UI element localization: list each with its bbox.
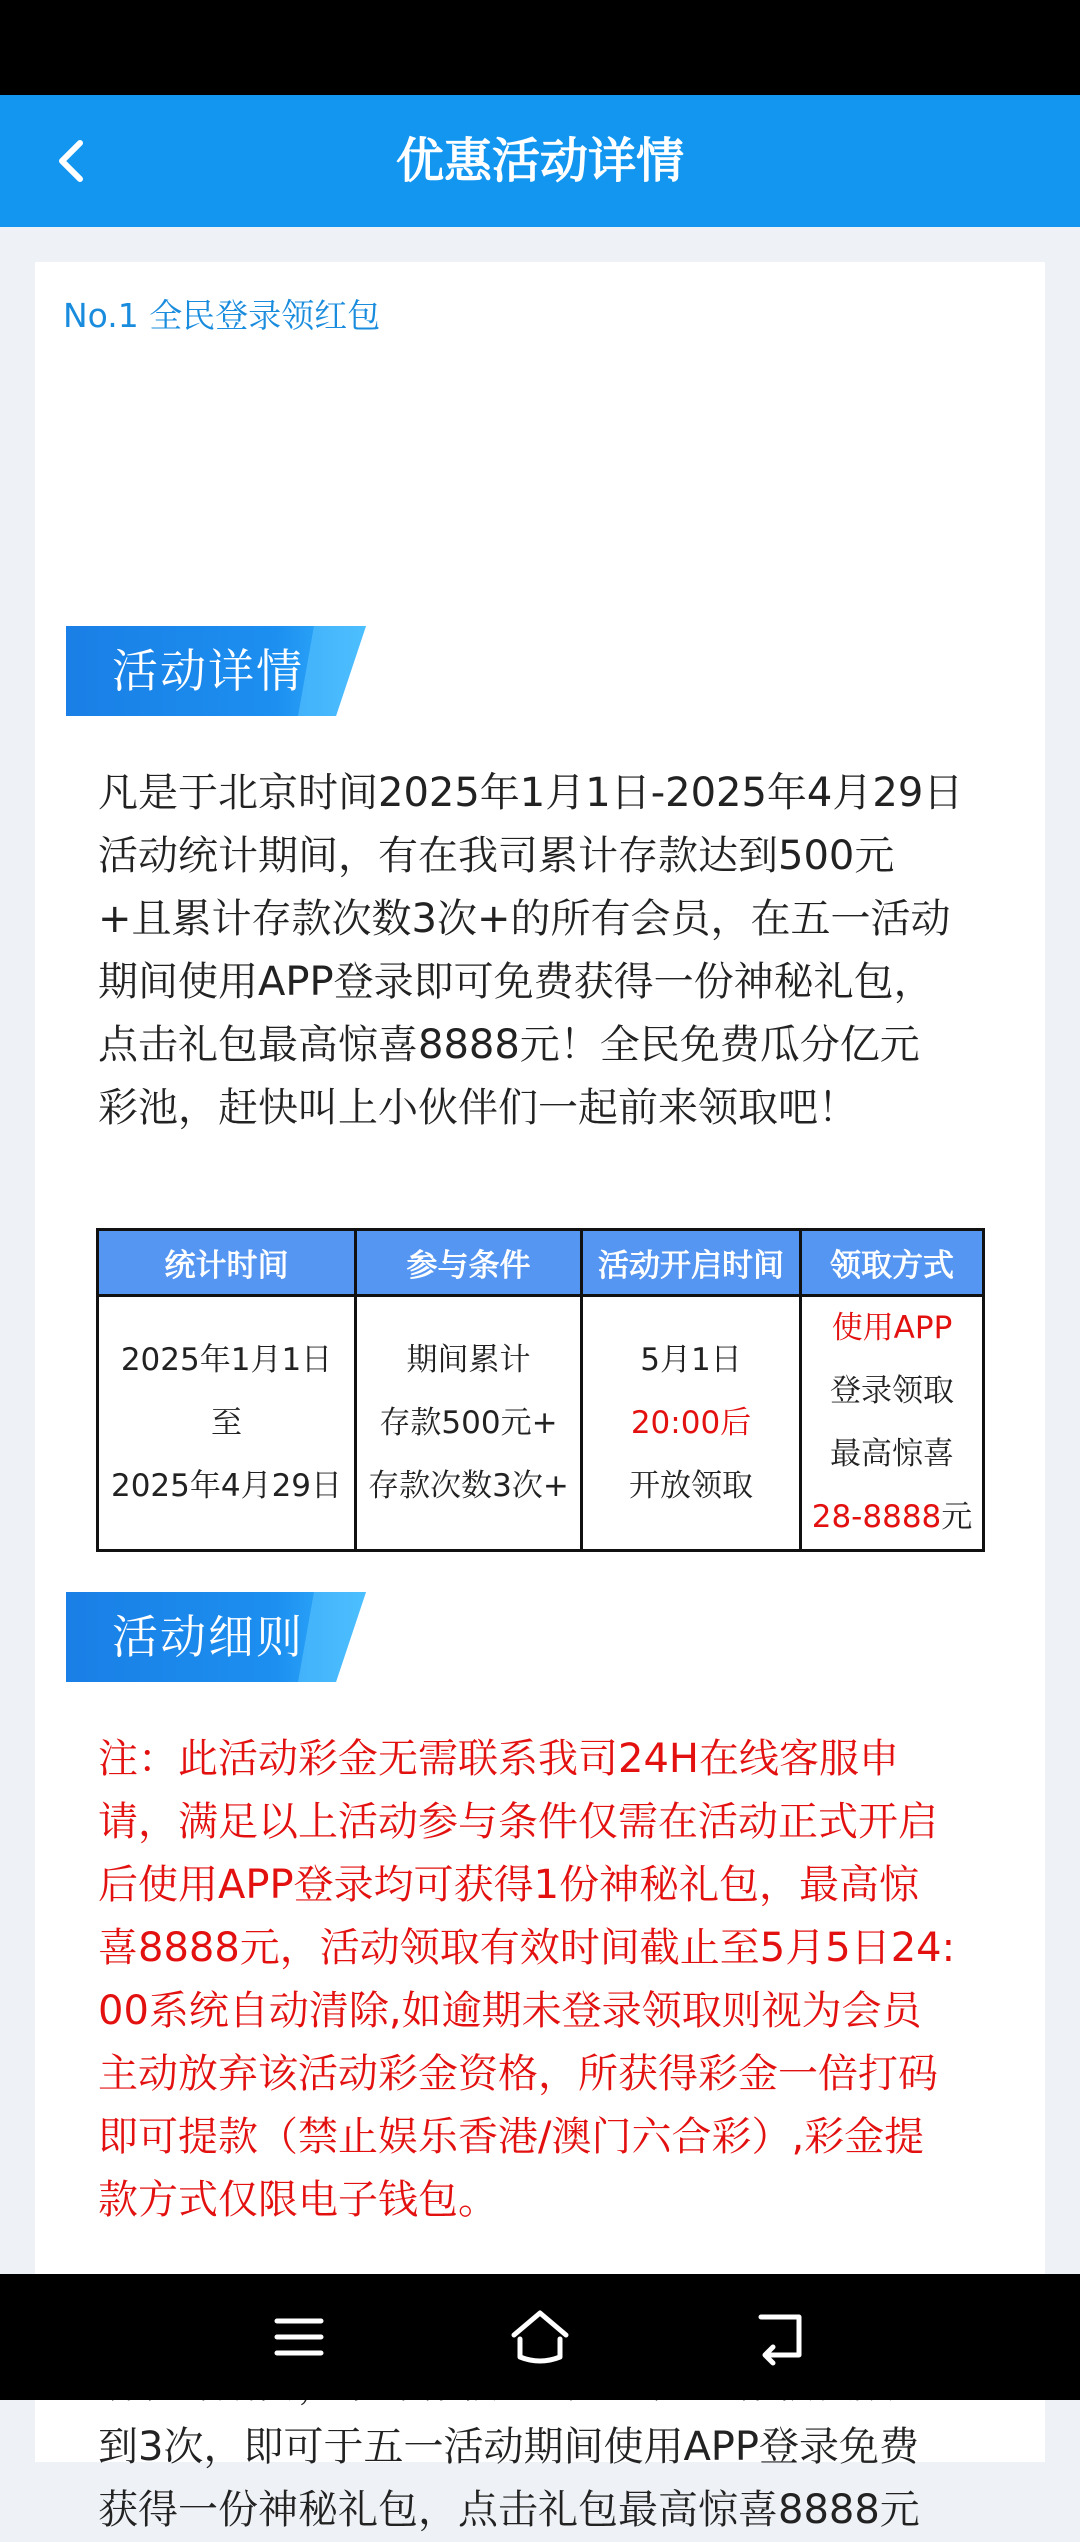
home-icon (500, 2297, 580, 2377)
details-line: 凡是于北京时间2025年1月1日-2025年4月29日 (98, 770, 964, 816)
example-line: 到3次，即可于五一活动期间使用APP登录免费 (98, 2424, 920, 2470)
rules-line: 00系统自动清除,如逾期未登录领取则视为会员 (98, 1988, 922, 2034)
content-scroll-area[interactable] (0, 227, 1080, 2533)
table-row (98, 1296, 984, 1551)
header-start-time: 活动开启时间 (582, 1230, 801, 1296)
period-to: 至 (211, 1404, 242, 1441)
page-title: 优惠活动详情 (395, 133, 684, 189)
condition-line: 存款500元+ (379, 1404, 558, 1441)
details-line: +且累计存款次数3次+的所有会员，在五一活动 (98, 896, 951, 942)
details-line: 期间使用APP登录即可免费获得一份神秘礼包， (98, 959, 934, 1005)
rules-line: 后使用APP登录均可获得1份神秘礼包，最高惊 (98, 1862, 920, 1908)
rules-line: 即可提款（禁止娱乐香港/澳门六合彩）,彩金提 (98, 2114, 925, 2160)
details-line: 点击礼包最高惊喜8888元！全民免费瓜分亿元 (98, 1022, 920, 1068)
header-conditions: 参与条件 (356, 1230, 582, 1296)
promo-name: No.1 全民登录领红包 (63, 296, 381, 335)
system-nav-bar (0, 2274, 1080, 2400)
claim-line-1: 使用APP (831, 1310, 953, 1346)
start-hour: 20:00后 (630, 1404, 752, 1441)
section-tag-details (66, 626, 366, 716)
promo-info-table (96, 1228, 985, 1552)
rules-line: 款方式仅限电子钱包。 (98, 2177, 498, 2223)
cell-start-time (582, 1296, 801, 1551)
header-claim-method: 领取方式 (801, 1230, 984, 1296)
condition-line: 期间累计 (406, 1341, 531, 1378)
details-paragraph (98, 762, 998, 1140)
menu-icon (259, 2297, 339, 2377)
period-end: 2025年4月29日 (110, 1467, 343, 1504)
claim-line-3: 最高惊喜 (830, 1436, 954, 1472)
start-date: 5月1日 (640, 1341, 742, 1378)
nav-home-button[interactable] (500, 2297, 580, 2377)
section-tag-label: 活动详情 (112, 644, 304, 698)
header-period: 统计时间 (98, 1230, 356, 1296)
details-line: 彩池，赶快叫上小伙伴们一起前来领取吧！ (98, 1085, 858, 1131)
claim-amount-line (802, 1486, 982, 1549)
period-start: 2025年1月1日 (120, 1341, 333, 1378)
rules-line: 主动放弃该活动彩金资格，所获得彩金一倍打码 (98, 2051, 938, 2097)
claim-amount: 28-8888 (811, 1499, 942, 1535)
promo-card (35, 262, 1045, 2533)
section-tag-rules (66, 1592, 366, 1682)
claim-unit: 元 (941, 1499, 973, 1535)
example-line: 获得一份神秘礼包，点击礼包最高惊喜8888元 (98, 2487, 920, 2533)
rules-line: 请，满足以上活动参与条件仅需在活动正式开启 (98, 1799, 938, 1845)
back-icon (741, 2297, 821, 2377)
cell-conditions (356, 1296, 582, 1551)
details-line: 活动统计期间，有在我司累计存款达到500元 (98, 833, 895, 879)
rules-note (98, 1728, 998, 2232)
condition-line: 存款次数3次+ (368, 1467, 569, 1504)
claim-line-2: 登录领取 (830, 1373, 954, 1409)
section-tag-label: 活动细则 (112, 1610, 304, 1664)
status-bar (0, 0, 1080, 95)
rules-line: 注：此活动彩金无需联系我司24H在线客服申 (98, 1736, 899, 1782)
start-action: 开放领取 (629, 1467, 753, 1504)
cell-period (98, 1296, 356, 1551)
app-header (0, 95, 1080, 227)
nav-back-button[interactable] (741, 2297, 821, 2377)
nav-menu-button[interactable] (259, 2297, 339, 2377)
table-header-row (98, 1230, 984, 1296)
rules-line: 喜8888元，活动领取有效时间截止至5月5日24: (98, 1925, 956, 1971)
cell-claim-method (801, 1296, 984, 1551)
